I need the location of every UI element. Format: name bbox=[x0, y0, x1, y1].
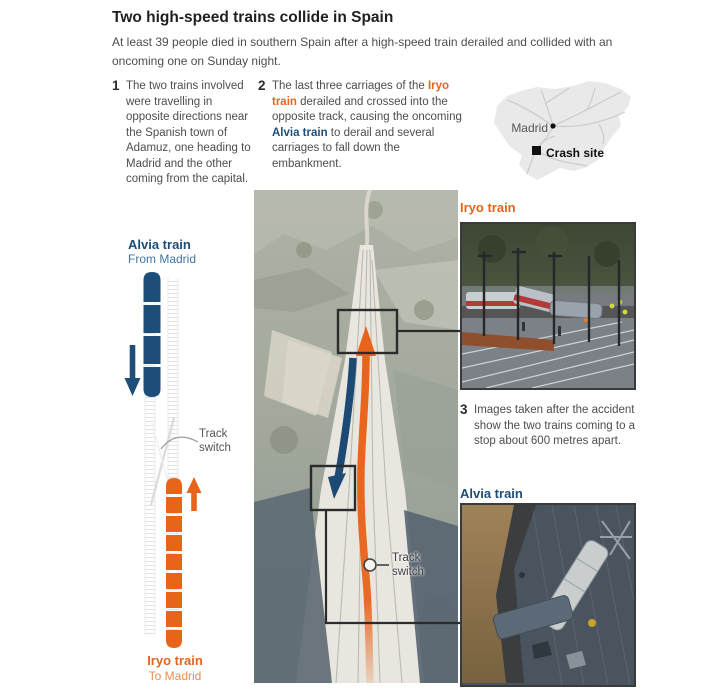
step-2-alvia-highlight: Alvia train bbox=[272, 126, 328, 139]
aerial-photo bbox=[254, 190, 458, 683]
step-1-text: The two trains involved were travelling in opposite directions near the Spanish town of Adamuz, one heading to Madrid and the other coming from the capital. bbox=[126, 80, 251, 185]
step-1-number: 1 bbox=[112, 78, 120, 93]
alvia-direction-arrow bbox=[125, 345, 141, 396]
track-switch-marker bbox=[364, 559, 376, 571]
step-3 bbox=[460, 403, 640, 450]
step-1 bbox=[112, 79, 252, 188]
step-2-text bbox=[272, 80, 462, 170]
diagram-iryo-subtitle: To Madrid bbox=[148, 669, 202, 683]
aerial-track-switch-label: Track switch bbox=[392, 552, 424, 578]
alvia-photo-caption: Alvia train bbox=[460, 486, 523, 501]
step-2-number: 2 bbox=[258, 78, 266, 93]
madrid-label: Madrid bbox=[511, 121, 548, 135]
track-diagram bbox=[110, 233, 250, 690]
iryo-train-shape bbox=[166, 478, 182, 648]
diagram-iryo-title: Iryo train bbox=[147, 653, 203, 668]
iryo-photo-caption: Iryo train bbox=[460, 200, 516, 215]
iryo-direction-arrow bbox=[187, 477, 202, 511]
step-2-seg-4: to derail and several carriages to fall down the embankment. bbox=[272, 126, 435, 170]
crash-site-marker bbox=[532, 146, 541, 155]
iryo-photo bbox=[460, 222, 636, 390]
diagram-alvia-subtitle: From Madrid bbox=[128, 252, 197, 266]
step-2-seg-2: derailed and crossed into the opposite track, causing the oncoming bbox=[272, 95, 462, 123]
diagram-track-switch-label: Track switch bbox=[199, 428, 231, 454]
crash-site-label: Crash site bbox=[546, 146, 605, 160]
step-2-seg-0: The last three carriages of the bbox=[272, 80, 428, 92]
step-2 bbox=[258, 79, 464, 172]
ballast bbox=[462, 318, 634, 388]
step-3-number: 3 bbox=[460, 402, 468, 417]
step-3-text: Images taken after the accident show the two trains coming to a stop about 600 metres apart. bbox=[474, 404, 636, 447]
page-subtitle: At least 39 people died in southern Spain after a high-speed train derailed and collided with an oncoming one on Sunday night. bbox=[112, 35, 613, 68]
madrid-dot bbox=[550, 123, 555, 128]
alvia-photo bbox=[460, 503, 636, 687]
step-2-iryo-highlight: Iryo train bbox=[272, 80, 450, 108]
diagram-alvia-title: Alvia train bbox=[128, 237, 191, 252]
page-title: Two high-speed trains collide in Spain bbox=[112, 9, 394, 26]
